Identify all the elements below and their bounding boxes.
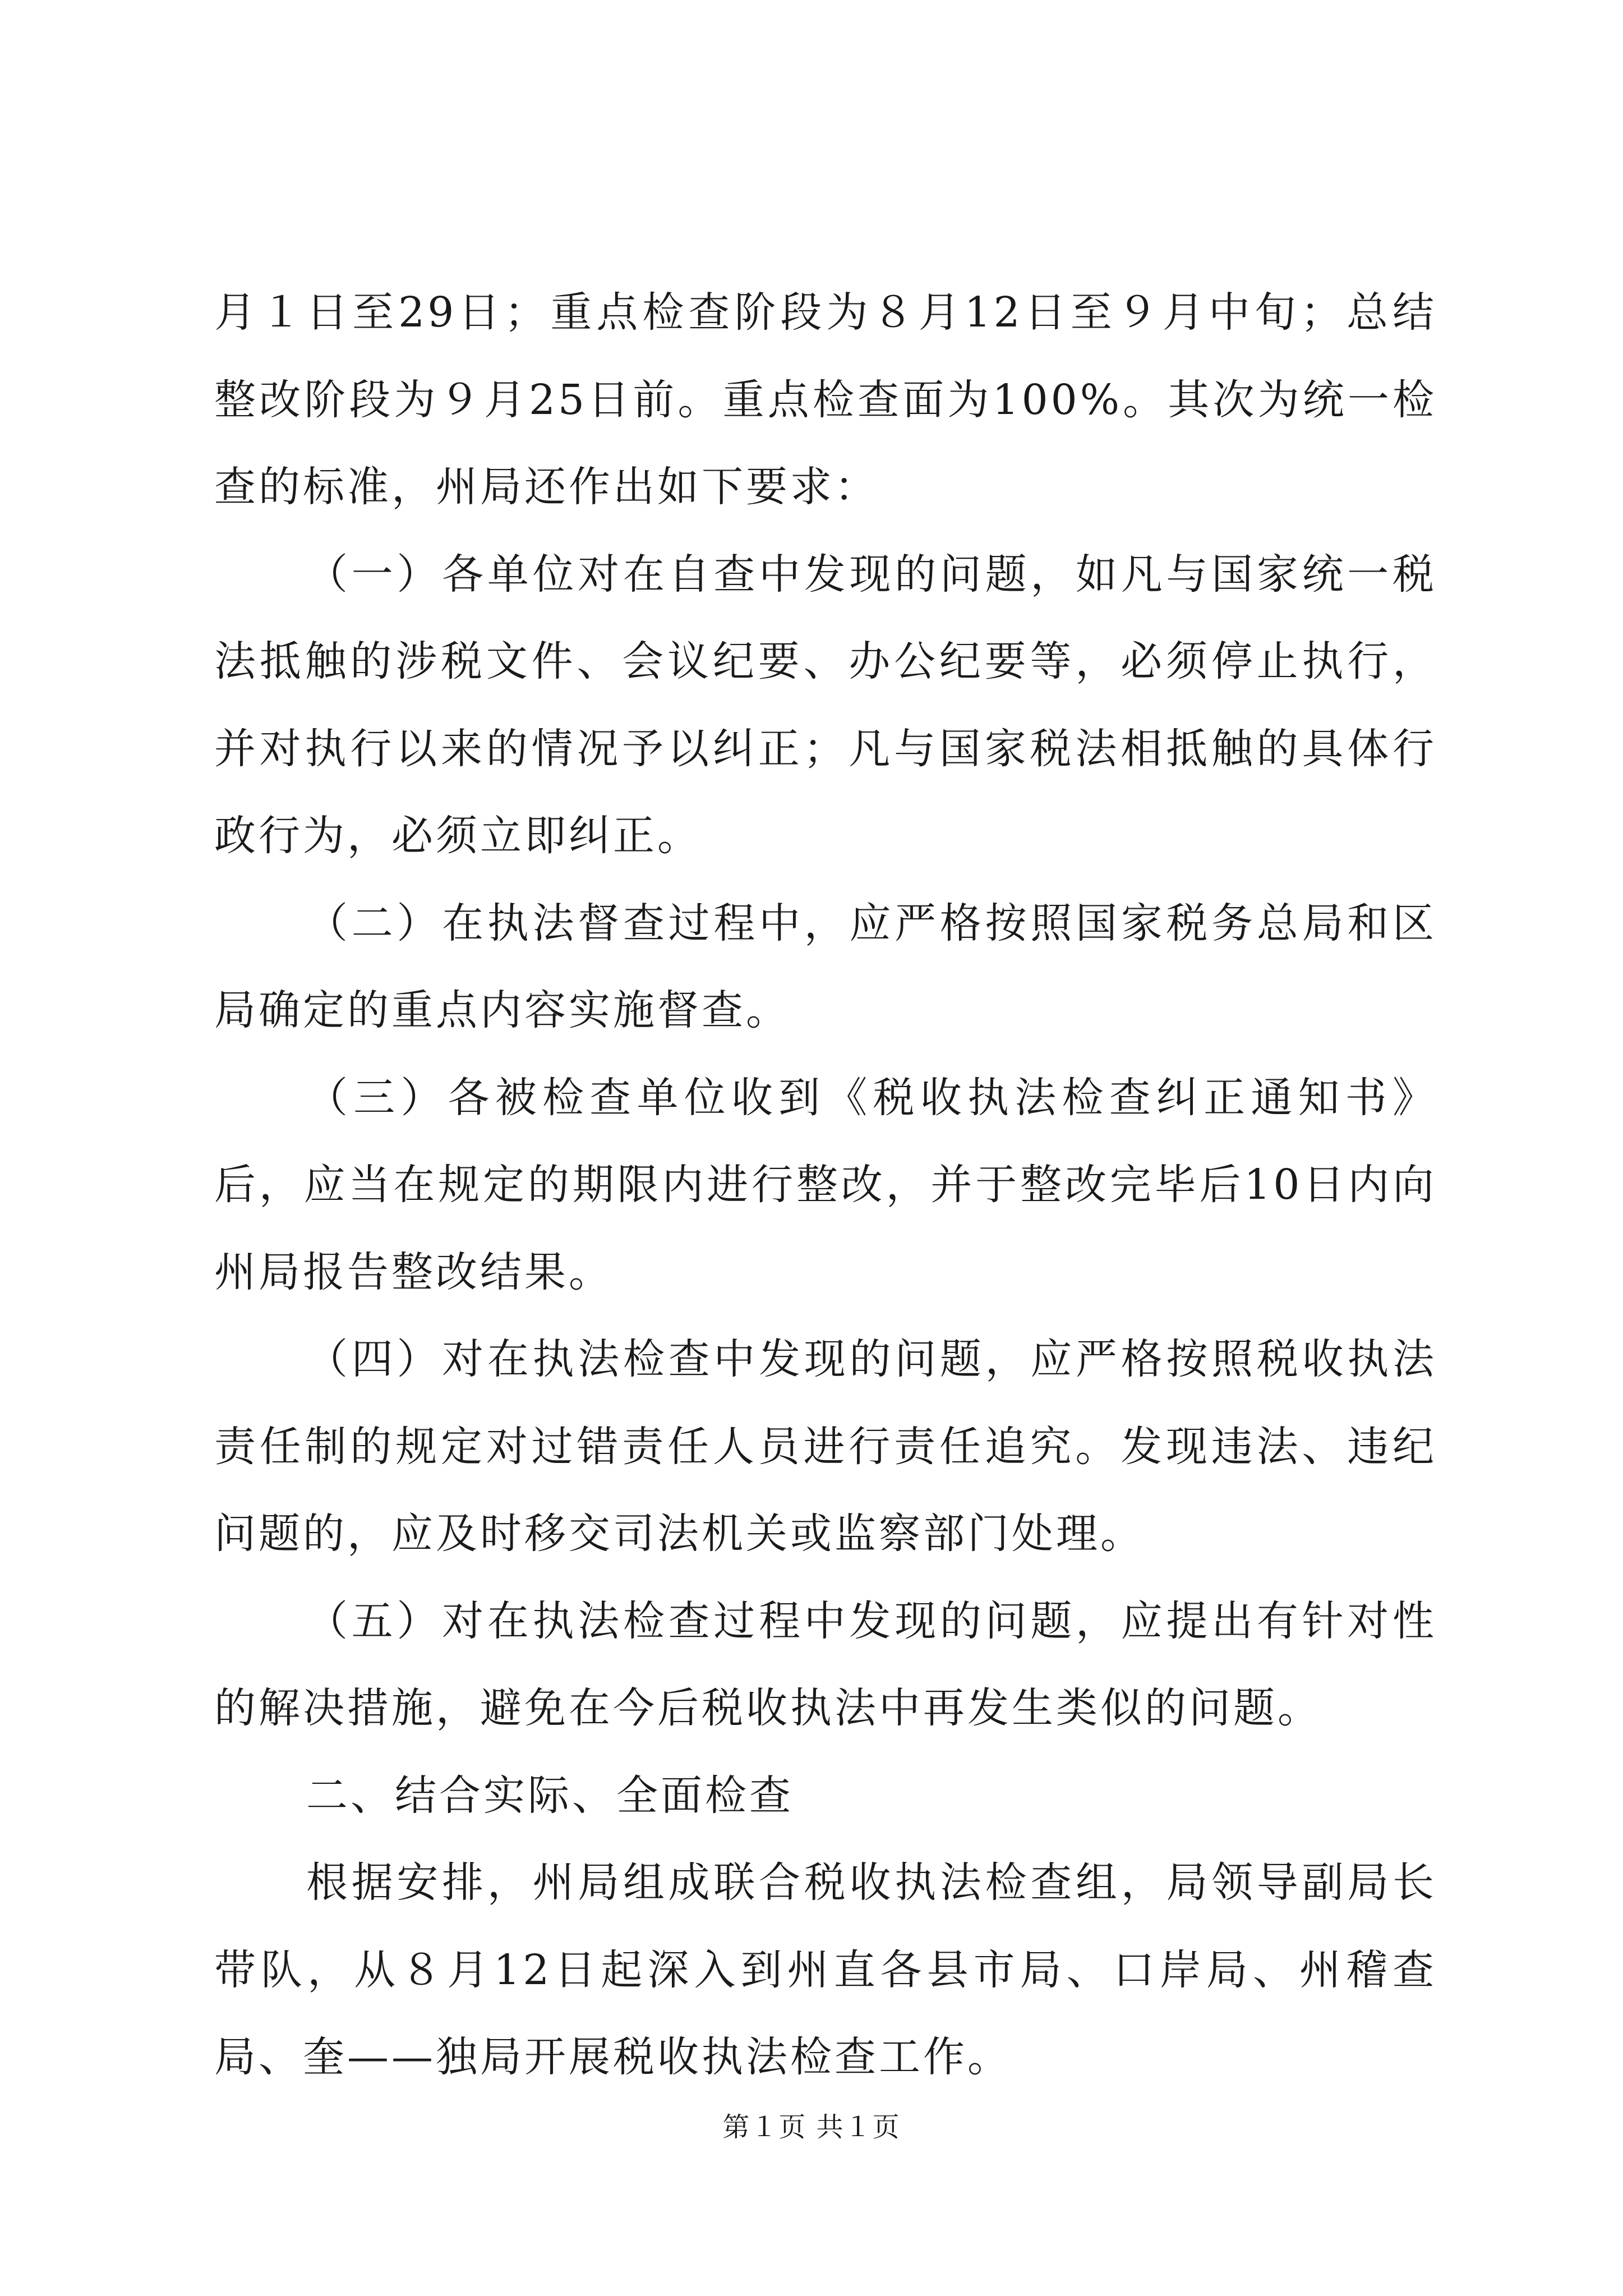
paragraph-requirement-2: （二）在执法督查过程中，应严格按照国家税务总局和区局确定的重点内容实施督查。	[214, 899, 1437, 1034]
paragraph-requirement-5: （五）对在执法检查过程中发现的问题，应提出有针对性的解决措施，避免在今后税收执法中再发生类似的问题。	[214, 1596, 1437, 1732]
paragraph-inspection-arrangement: 根据安排，州局组成联合税收执法检查组，局领导副局长带队，从８月12日起深入到州直各县市局、口岸局、州稽查局、奎——独局开展税收执法检查工作。	[214, 1858, 1437, 2081]
document-body	[214, 269, 1437, 2101]
paragraph-requirement-3: （三）各被检查单位收到《税收执法检查纠正通知书》后，应当在规定的期限内进行整改，并于整改完毕后10日内向州局报告整改结果。	[214, 1073, 1437, 1296]
paragraph-requirement-1: （一）各单位对在自查中发现的问题，如凡与国家统一税法抵触的涉税文件、会议纪要、办公纪要等，必须停止执行，并对执行以来的情况予以纠正；凡与国家税法相抵触的具体行政行为，必须立即纠正。	[214, 550, 1437, 860]
section-heading: 二、结合实际、全面检查	[306, 1771, 794, 1820]
page-footer: 第１页 共１页	[722, 2111, 901, 2143]
paragraph-schedule: 月１日至29日；重点检查阶段为８月12日至９月中旬；总结整改阶段为９月25日前。重点检查面为100%。其次为统一检查的标准，州局还作出如下要求：	[214, 288, 1437, 511]
paragraph-requirement-4: （四）对在执法检查中发现的问题，应严格按照税收执法责任制的规定对过错责任人员进行责任追究。发现违法、违纪问题的，应及时移交司法机关或监察部门处理。	[214, 1335, 1437, 1558]
